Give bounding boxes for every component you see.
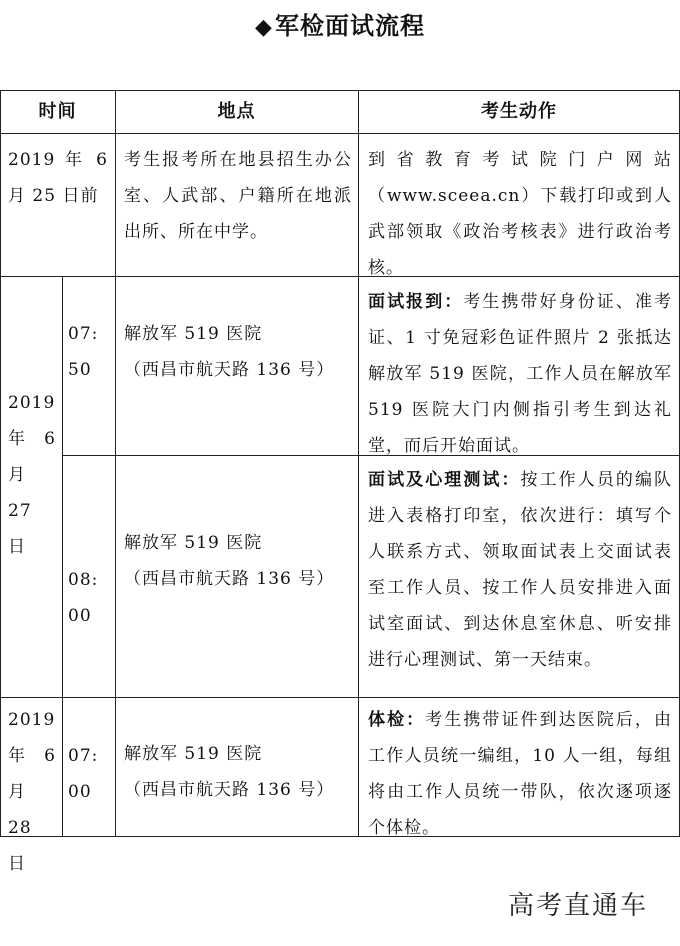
slot2-action-lead: 面试及心理测试： [368, 470, 521, 490]
header-action: 考生动作 [481, 101, 557, 122]
table-top-border [0, 90, 680, 91]
slot1-action [368, 284, 672, 464]
time-place-divider [115, 90, 116, 837]
header-divider [0, 133, 680, 134]
slot2-action [368, 462, 672, 678]
row2-divider [0, 697, 680, 698]
day2-date: 2019 年 6 月 27 日 [8, 393, 56, 557]
row1-date: 2019 年 6 月 25 日前 [8, 150, 108, 206]
day3-action [368, 702, 672, 846]
day3-place-name: 解放军 519 医院 [124, 744, 263, 764]
page-title-text: 军检面试流程 [274, 12, 425, 40]
day3-action-lead: 体检： [368, 710, 426, 730]
slot1-time: 07:50 [68, 324, 99, 380]
header-place: 地点 [217, 101, 256, 122]
slot2-place-address: （西昌市航天路 136 号） [124, 569, 335, 589]
day3-action-text: 考生携带证件到达医院后，由工作人员统一编组，10 人一组，每组将由工作人员统一带队，依次逐项逐个体检。 [368, 710, 673, 838]
slot1-place-address: （西昌市航天路 136 号） [124, 360, 335, 380]
place-action-divider [358, 90, 359, 837]
day3-date: 2019 年 6 月 28 日 [8, 710, 56, 874]
slot1-action-lead: 面试报到： [368, 292, 464, 312]
row1-action: 到省教育考试院门户网站（www.sceea.cn）下载打印或到人武部领取《政治考核表》进行政治考核。 [368, 150, 672, 278]
header-time: 时间 [38, 101, 77, 122]
date-time-divider [62, 276, 63, 837]
slot2-place-name: 解放军 519 医院 [124, 533, 263, 553]
slot1-action-text: 考生携带好身份证、准考证、1 寸免冠彩色证件照片 2 张抵达解放军 519 医院，工作人员在解放军 519 医院大门内侧指引考生到达礼堂，而后开始面试。 [368, 292, 673, 456]
day3-place-address: （西昌市航天路 136 号） [124, 780, 335, 800]
day3-time: 07:00 [68, 746, 99, 802]
slot2-action-text: 按工作人员的编队进入表格打印室，依次进行：填写个人联系方式、领取面试表上交面试表至工作人员、按工作人员安排进入面试室面试、到达休息室休息、听安排进行心理测试、第一天结束。 [368, 470, 673, 670]
page-title [0, 6, 680, 46]
table-left-border [0, 90, 1, 837]
diamond-icon: ◆ [255, 15, 273, 40]
row1-place: 考生报考所在地县招生办公室、人武部、户籍所在地派出所、所在中学。 [124, 150, 352, 242]
slot2-time: 08:00 [68, 570, 99, 626]
slot1-place-name: 解放军 519 医院 [124, 324, 263, 344]
watermark: 高考直通车 [507, 891, 648, 921]
